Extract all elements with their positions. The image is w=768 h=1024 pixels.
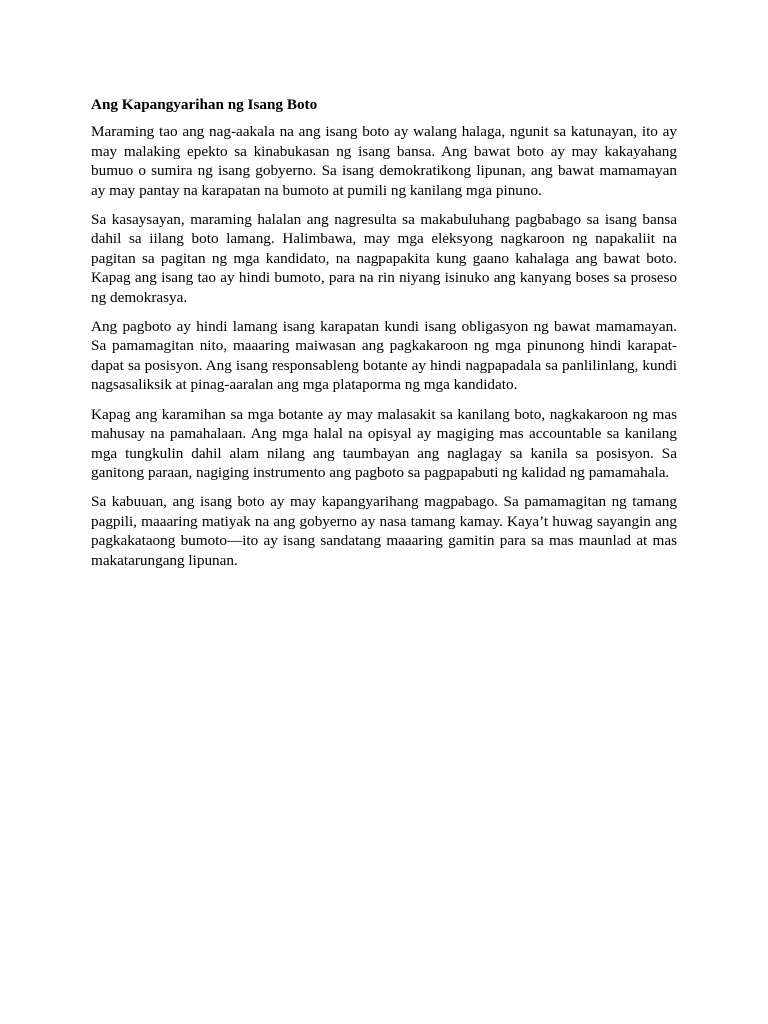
document-title: Ang Kapangyarihan ng Isang Boto [91,96,318,113]
document-page [91,95,677,580]
paragraph-2: Sa kasaysayan, maraming halalan ang nagresulta sa makabuluhang pagbabago sa isang bansa dahil sa iilang boto lamang. Halimbawa, may mga eleksyong nagkaroon ng napakaliit na pagitan sa pagitan ng mga kandidato, na nagpapakita kung gaano kahalaga ang bawat boto. Kapag ang isang tao ay hindi bumoto, para na rin niyang isinuko ang kanyang boses sa proseso ng demokrasya. [91,211,677,306]
paragraph-3: Ang pagboto ay hindi lamang isang karapatan kundi isang obligasyon ng bawat mamamayan. Sa pamamagitan nito, maaaring maiwasan ang pagkakaroon ng mga pinunong hindi karapat-dapat sa posisyon. Ang isang responsableng botante ay hindi nagpapadala sa panlilinlang, kundi nagsasaliksik at pinag-aaralan ang mga plataporma ng mga kandidato. [91,318,677,394]
paragraph-4: Kapag ang karamihan sa mga botante ay may malasakit sa kanilang boto, nagkakaroon ng mas mahusay na pamahalaan. Ang mga halal na opisyal ay magiging mas accountable sa kanilang mga tungkulin dahil alam nilang ang taumbayan ang naglagay sa kanila sa posisyon. Sa ganitong paraan, nagiging instrumento ang pagboto sa pagpapabuti ng kalidad ng pamamahala. [91,405,677,481]
paragraph-1: Maraming tao ang nag-aakala na ang isang boto ay walang halaga, ngunit sa katunayan, ito ay may malaking epekto sa kinabukasan ng isang bansa. Ang bawat boto ay may kakayahang bumuo o sumira ng isang gobyerno. Sa isang demokratikong lipunan, ang bawat mamamayan ay may pantay na karapatan na bumoto at pumili ng kanilang mga pinuno. [91,123,677,199]
paragraph-5: Sa kabuuan, ang isang boto ay may kapangyarihang magpabago. Sa pamamagitan ng tamang pagpili, maaaring matiyak na ang gobyerno ay nasa tamang kamay. Kaya’t huwag sayangin ang pagkakataong bumoto—ito ay isang sandatang maaaring gamitin para sa mas maunlad at mas makatarungang lipunan. [91,493,677,569]
